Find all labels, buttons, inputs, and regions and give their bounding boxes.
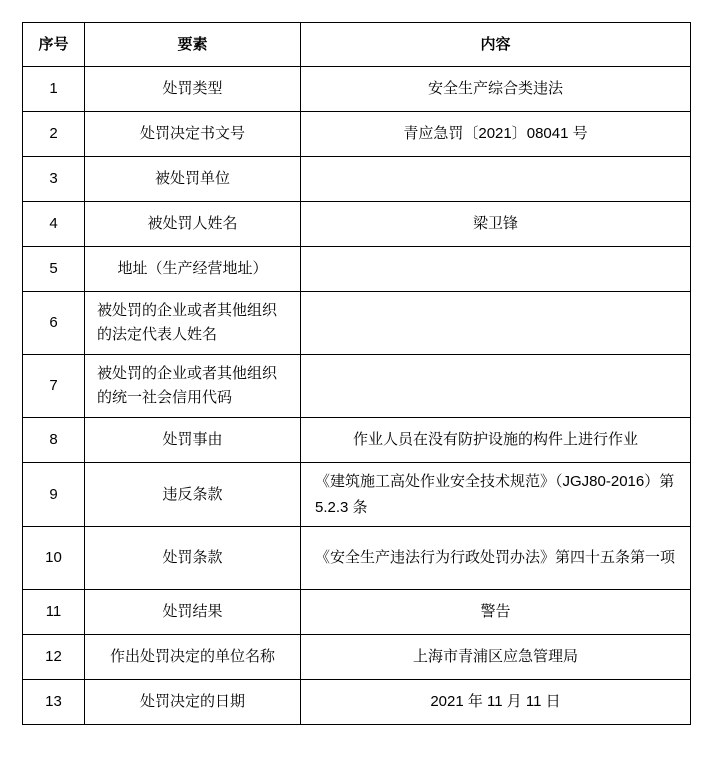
row-content-cell [301,67,691,112]
row-number-cell [23,67,85,112]
row-content-cell [301,355,691,418]
row-element-cell [85,247,301,292]
row-element-cell [85,67,301,112]
table-row [23,247,691,292]
row-content [301,157,690,201]
row-element: 被处罚人姓名 [147,215,238,233]
table-row [23,680,691,725]
row-number-cell [23,463,85,527]
row-element: 作出处罚决定的单位名称 [109,648,275,666]
table-header-row [23,23,691,67]
row-element-cell [85,463,301,527]
row-element-cell [85,157,301,202]
row-element-cell [85,112,301,157]
row-element-cell [85,418,301,463]
table-row [23,157,691,202]
row-element-cell [85,590,301,635]
row-number-cell [23,202,85,247]
row-number: 5 [49,260,58,278]
row-number-cell [23,527,85,590]
row-element: 被处罚的企业或者其他组织的法定代表人姓名 [97,302,278,343]
row-content-cell [301,635,691,680]
row-number: 3 [49,170,58,188]
row-number-cell [23,112,85,157]
row-content-cell [301,680,691,725]
row-content: 《安全生产违法行为行政处罚办法》第四十五条第一项 [315,549,676,567]
table-row [23,463,691,527]
row-number: 10 [45,549,62,567]
row-element: 处罚决定书文号 [139,125,245,143]
header-label-element: 要素 [177,35,208,53]
table-row [23,112,691,157]
row-content-cell [301,202,691,247]
row-content: 《建筑施工高处作业安全技术规范》（JGJ80-2016）第 5.2.3 条 [315,473,675,516]
row-element-cell [85,292,301,355]
row-content: 上海市青浦区应急管理局 [412,648,578,666]
row-element: 违反条款 [162,485,223,503]
header-label-content: 内容 [480,35,511,53]
row-number: 13 [45,693,62,711]
row-number-cell [23,292,85,355]
row-number-cell [23,418,85,463]
row-number: 8 [49,431,58,449]
row-content-cell [301,418,691,463]
row-content: 警告 [480,603,511,621]
row-content [301,247,690,291]
row-content: 2021 年 11 月 11 日 [430,693,561,711]
row-number-cell [23,680,85,725]
table-row [23,590,691,635]
table-row [23,418,691,463]
table-row [23,202,691,247]
row-number: 1 [49,80,58,98]
row-content: 作业人员在没有防护设施的构件上进行作业 [352,431,638,449]
row-number-cell [23,635,85,680]
table-row [23,355,691,418]
row-element-cell [85,680,301,725]
row-element: 处罚结果 [162,603,223,621]
row-element: 处罚决定的日期 [139,693,245,711]
table-row [23,292,691,355]
row-element-cell [85,355,301,418]
row-element-cell [85,202,301,247]
header-label-no: 序号 [38,35,69,53]
row-number: 9 [49,485,58,503]
row-content-cell [301,112,691,157]
row-element: 处罚条款 [162,549,223,567]
row-content-cell [301,463,691,527]
row-number: 2 [49,125,58,143]
row-content-cell [301,157,691,202]
row-number-cell [23,355,85,418]
row-content-cell [301,292,691,355]
row-number: 6 [49,314,58,332]
row-element-cell [85,527,301,590]
table-row [23,635,691,680]
row-element: 处罚类型 [162,80,223,98]
row-content-cell [301,527,691,590]
row-number-cell [23,590,85,635]
row-content [301,301,690,345]
row-number: 4 [49,215,58,233]
table-row [23,527,691,590]
row-number-cell [23,247,85,292]
row-content: 青应急罚〔2021〕08041 号 [403,125,588,143]
header-cell-no [23,23,85,67]
row-element: 被处罚的企业或者其他组织的统一社会信用代码 [97,365,278,406]
row-number: 12 [45,648,62,666]
row-content [301,364,690,408]
header-cell-element [85,23,301,67]
row-content-cell [301,590,691,635]
row-content-cell [301,247,691,292]
row-element: 地址（生产经营地址） [117,260,268,278]
penalty-info-table [22,22,691,725]
row-content: 安全生产综合类违法 [427,80,563,98]
row-number: 11 [45,603,62,621]
row-element: 处罚事由 [162,431,223,449]
row-element-cell [85,635,301,680]
row-element: 被处罚单位 [154,170,230,188]
row-number: 7 [49,377,58,395]
header-cell-content [301,23,691,67]
table-row [23,67,691,112]
row-content: 梁卫锋 [472,215,518,233]
row-number-cell [23,157,85,202]
